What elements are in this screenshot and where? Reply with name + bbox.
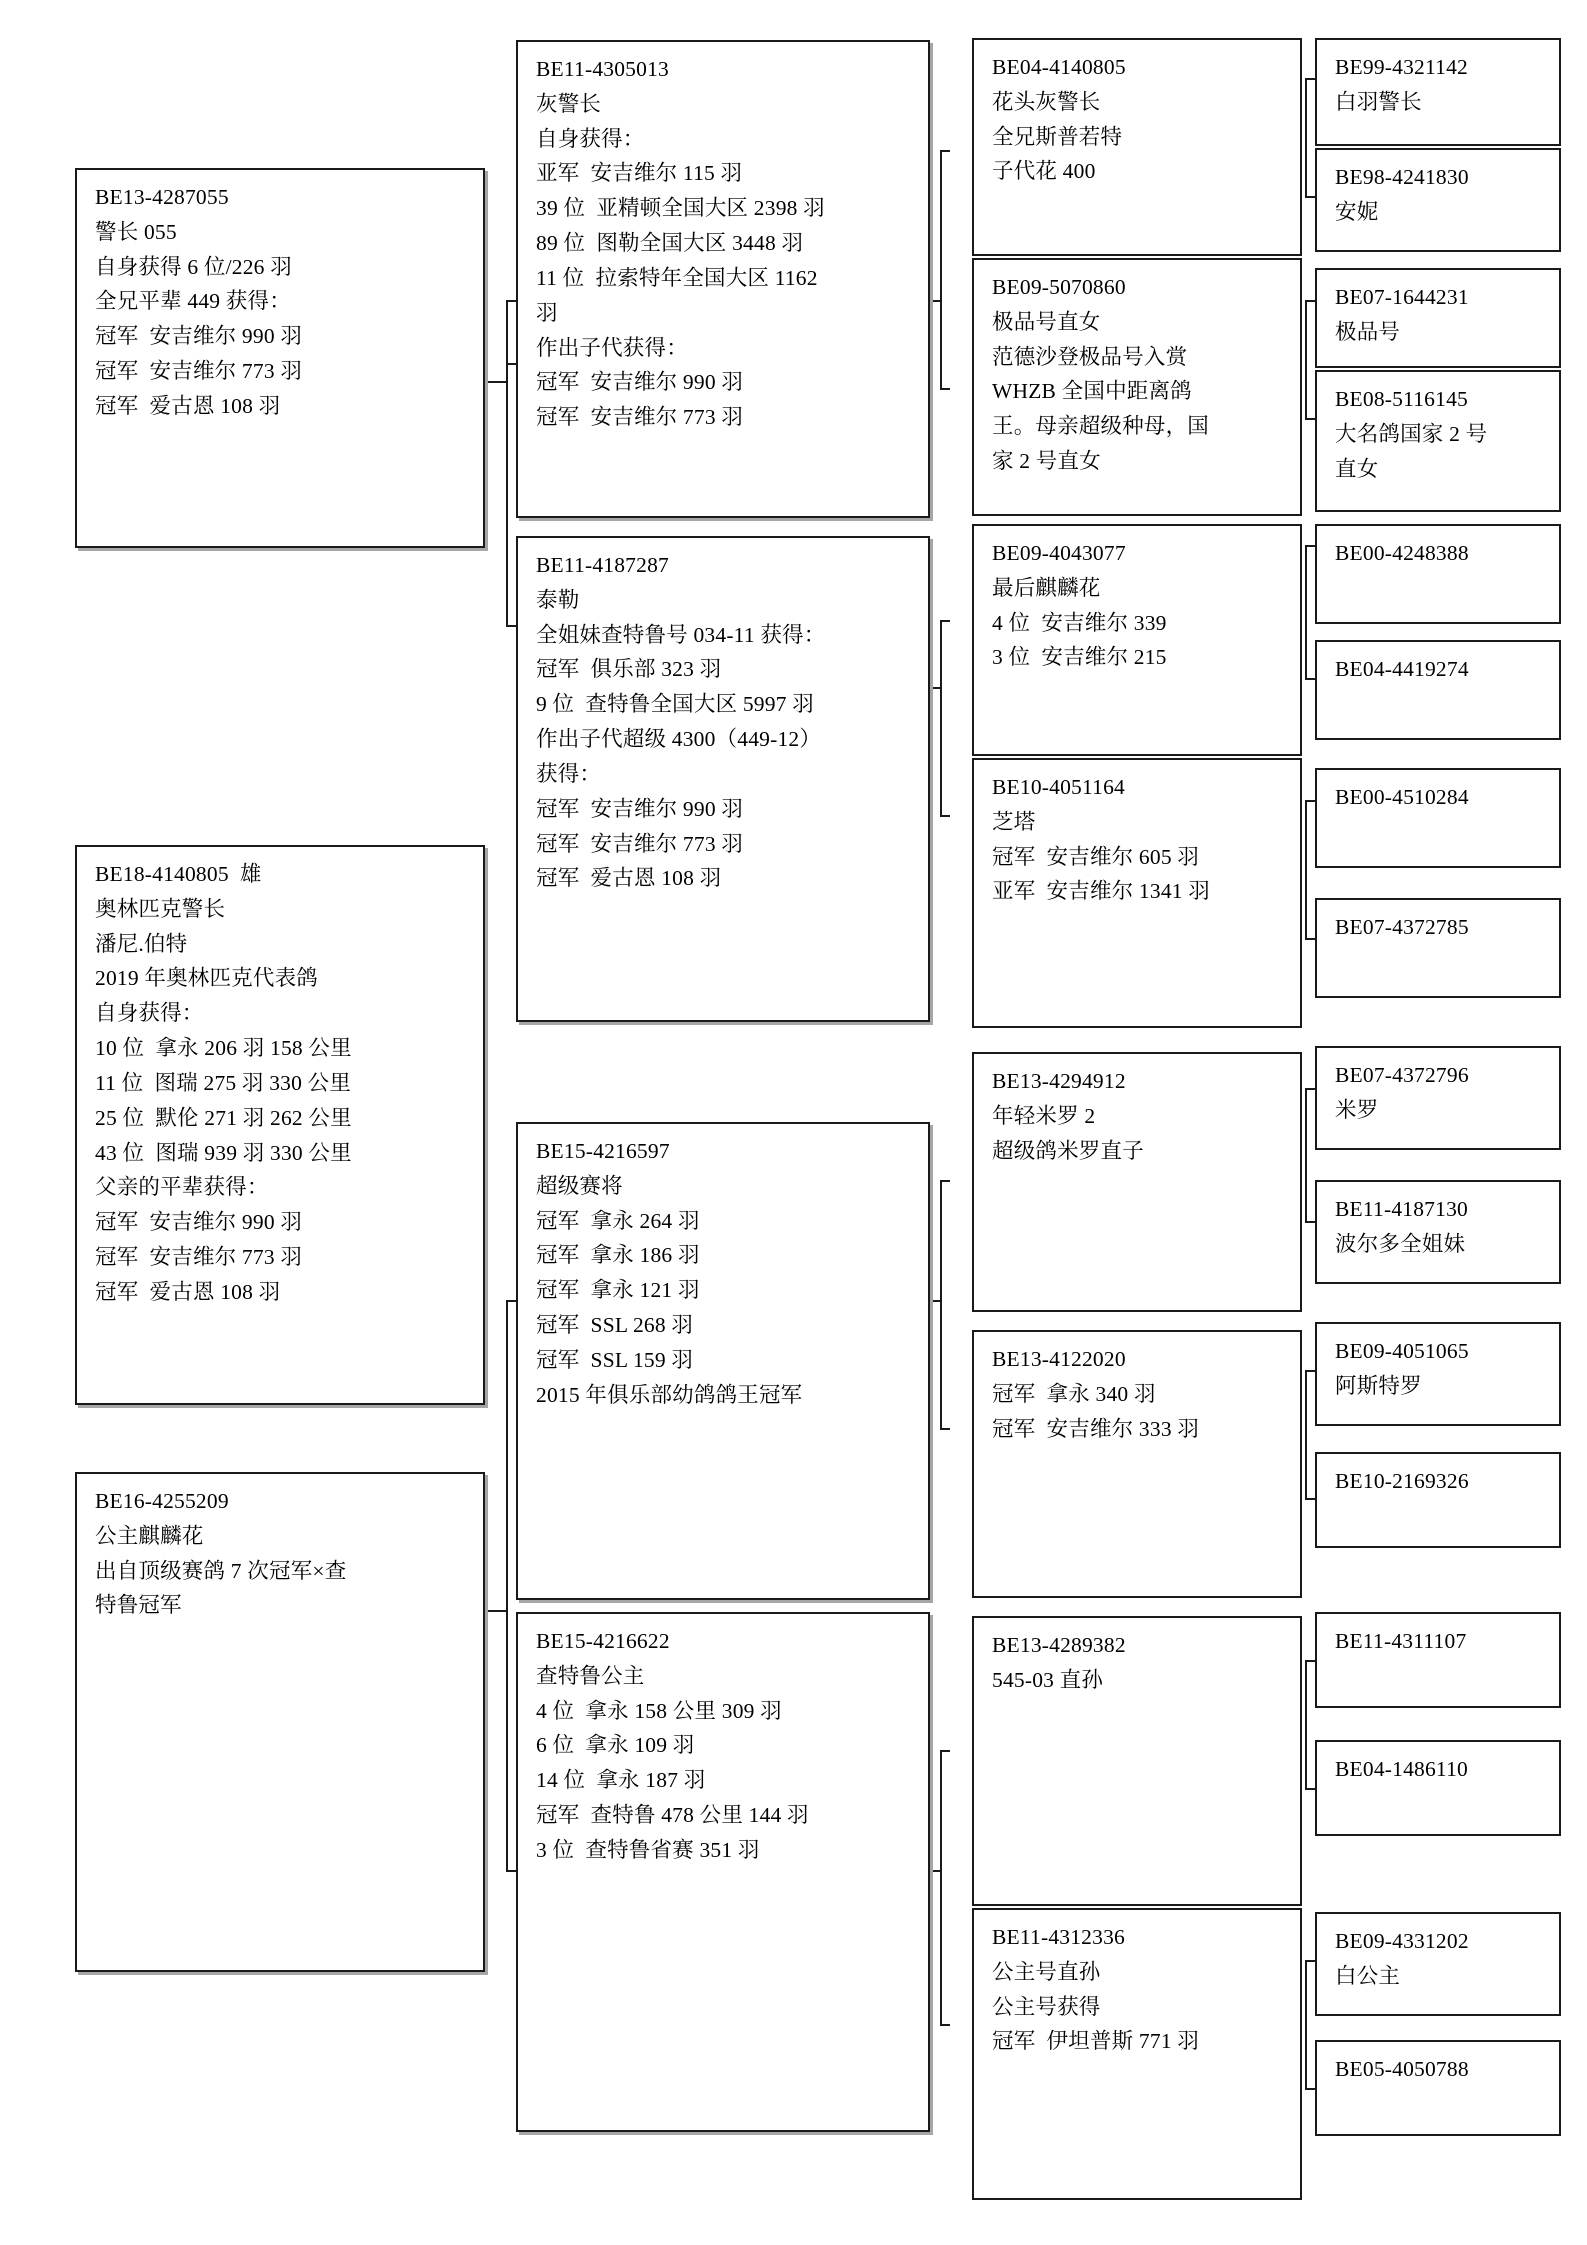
box-line: 最后麒麟花 <box>992 575 1101 600</box>
pedigree-box-g3-6[interactable] <box>972 1330 1302 1598</box>
connector-line <box>1305 2088 1315 2090</box>
connector-line <box>1305 78 1307 198</box>
box-line: 全兄斯普若特 <box>992 124 1123 149</box>
box-line: 警长 055 <box>95 219 177 244</box>
box-line: 超级赛将 <box>536 1173 623 1198</box>
box-line: 39 位 亚精顿全国大区 2398 羽 <box>536 196 825 221</box>
pedigree-box-g3-4[interactable] <box>972 758 1302 1028</box>
box-line: BE99-4321142 <box>1335 55 1468 79</box>
box-line: 4 位 安吉维尔 339 <box>992 610 1167 635</box>
connector-line <box>940 1750 950 1752</box>
box-line: 冠军 安吉维尔 773 羽 <box>536 405 744 430</box>
connector-line <box>940 150 942 302</box>
connector-line <box>506 381 508 627</box>
box-line: WHZB 全国中距离鸽 <box>992 379 1192 404</box>
box-line: 3 位 查特鲁省赛 351 羽 <box>536 1837 760 1862</box>
box-line: 泰勒 <box>536 587 580 612</box>
box-line: 冠军 爱古恩 108 羽 <box>536 866 722 891</box>
box-line: BE07-1644231 <box>1335 285 1469 309</box>
pedigree-box-g4-5[interactable] <box>1315 524 1561 624</box>
box-line: 545-03 直孙 <box>992 1667 1104 1692</box>
connector-line <box>940 620 950 622</box>
box-line: 冠军 拿永 340 羽 <box>992 1381 1156 1406</box>
box-line: 年轻米罗 2 <box>992 1103 1096 1128</box>
box-line: 极品号 <box>1335 319 1401 344</box>
box-line: BE00-4248388 <box>1335 541 1469 565</box>
box-line: 波尔多全姐妹 <box>1335 1231 1466 1256</box>
box-line: 冠军 拿永 121 羽 <box>536 1278 700 1303</box>
connector-line <box>1305 800 1315 802</box>
box-line: BE13-4122020 <box>992 1347 1126 1371</box>
connector-line <box>1305 1788 1315 1790</box>
pedigree-box-g4-1[interactable] <box>1315 38 1561 146</box>
box-line: 89 位 图勒全国大区 3448 羽 <box>536 231 804 256</box>
box-line: 冠军 爱古恩 108 羽 <box>95 393 281 418</box>
connector-line <box>506 1870 516 1872</box>
box-line: 冠军 SSL 159 羽 <box>536 1347 694 1372</box>
pedigree-box-g1-sire[interactable] <box>75 168 485 548</box>
connector-line <box>940 815 950 817</box>
box-line: 自身获得： <box>95 1001 204 1026</box>
pedigree-box-g4-3[interactable] <box>1315 268 1561 368</box>
box-line: 2015 年俱乐部幼鸽鸽王冠军 <box>536 1382 803 1407</box>
connector-line <box>940 300 942 390</box>
box-line: 9 位 查特鲁全国大区 5997 羽 <box>536 692 814 717</box>
box-line: 冠军 安吉维尔 605 羽 <box>992 844 1200 869</box>
pedigree-box-g4-13[interactable] <box>1315 1612 1561 1708</box>
box-line: 潘尼.伯特 <box>95 931 188 956</box>
box-line: 冠军 安吉维尔 773 羽 <box>536 831 744 856</box>
pedigree-box-g1-subject[interactable] <box>75 845 485 1405</box>
connector-line <box>940 1870 942 2026</box>
pedigree-box-g4-9[interactable] <box>1315 1046 1561 1150</box>
box-line: 冠军 拿永 264 羽 <box>536 1208 700 1233</box>
box-line: 公主号直孙 <box>992 1959 1101 1984</box>
box-line: BE98-4241830 <box>1335 165 1469 189</box>
box-line: BE11-4305013 <box>536 57 669 81</box>
box-line: BE09-4331202 <box>1335 1929 1469 1953</box>
box-line: 父亲的平辈获得： <box>95 1175 269 1200</box>
box-line: 10 位 拿永 206 羽 158 公里 <box>95 1036 352 1061</box>
box-line: 大名鸽国家 2 号 <box>1335 421 1488 446</box>
box-line: 全兄平辈 449 获得： <box>95 289 291 314</box>
box-line: BE08-5116145 <box>1335 387 1468 411</box>
pedigree-box-g3-8[interactable] <box>972 1908 1302 2200</box>
connector-line <box>940 388 950 390</box>
box-line: 冠军 安吉维尔 333 羽 <box>992 1416 1200 1441</box>
pedigree-box-g2-2[interactable] <box>516 536 930 1022</box>
box-line: 灰警长 <box>536 91 602 116</box>
pedigree-box-g2-4[interactable] <box>516 1612 930 2132</box>
connector-line <box>506 1610 508 1872</box>
box-line: 4 位 拿永 158 公里 309 羽 <box>536 1698 782 1723</box>
pedigree-box-g3-7[interactable] <box>972 1616 1302 1906</box>
box-line: BE13-4287055 <box>95 185 229 209</box>
pedigree-box-g4-6[interactable] <box>1315 640 1561 740</box>
pedigree-box-g3-5[interactable] <box>972 1052 1302 1312</box>
box-line: 冠军 安吉维尔 773 羽 <box>95 1245 303 1270</box>
connector-line <box>940 687 942 817</box>
box-line: 25 位 默伦 271 羽 262 公里 <box>95 1105 352 1130</box>
box-line: 获得： <box>536 761 602 786</box>
box-line: 冠军 伊坦普斯 771 羽 <box>992 2029 1200 2054</box>
connector-line <box>1305 418 1315 420</box>
box-line: 超级鸽米罗直子 <box>992 1138 1144 1163</box>
connector-line <box>1305 678 1315 680</box>
pedigree-box-g4-15[interactable] <box>1315 1912 1561 2016</box>
pedigree-box-g4-11[interactable] <box>1315 1322 1561 1426</box>
connector-line <box>940 620 942 690</box>
box-line: 安妮 <box>1335 199 1379 224</box>
connector-line <box>1305 1660 1307 1790</box>
box-line: BE15-4216597 <box>536 1139 670 1163</box>
box-line: BE11-4311107 <box>1335 1629 1467 1653</box>
box-line: BE09-4043077 <box>992 541 1126 565</box>
box-line: 奥林匹克警长 <box>95 896 226 921</box>
pedigree-box-g2-3[interactable] <box>516 1122 930 1600</box>
connector-line <box>940 1300 942 1430</box>
connector-line <box>506 1300 508 1612</box>
connector-line <box>1305 300 1307 420</box>
connector-line <box>940 1428 950 1430</box>
box-line: 冠军 安吉维尔 773 羽 <box>95 359 303 384</box>
box-line: 阿斯特罗 <box>1335 1373 1422 1398</box>
connector-line <box>1305 545 1307 680</box>
connector-line <box>1305 545 1315 547</box>
pedigree-box-g4-12[interactable] <box>1315 1452 1561 1548</box>
box-line: 自身获得 6 位/226 羽 <box>95 254 292 279</box>
box-line: BE13-4294912 <box>992 1069 1126 1093</box>
connector-line <box>1305 1221 1315 1223</box>
pedigree-box-g4-8[interactable] <box>1315 898 1561 998</box>
pedigree-box-g3-2[interactable] <box>972 258 1302 516</box>
box-line: 作出子代获得： <box>536 335 688 360</box>
box-line: 王。母亲超级种母，国 <box>992 414 1210 439</box>
box-line: BE07-4372796 <box>1335 1063 1469 1087</box>
box-line: BE15-4216622 <box>536 1629 670 1653</box>
box-line: 自身获得： <box>536 126 645 151</box>
connector-line <box>1305 1660 1315 1662</box>
connector-line <box>1305 938 1315 940</box>
connector-line <box>506 300 516 302</box>
box-line: 特鲁冠军 <box>95 1593 182 1618</box>
box-line: BE10-2169326 <box>1335 1469 1469 1493</box>
connector-line <box>484 1610 508 1612</box>
connector-line <box>1305 1960 1307 2090</box>
box-line: 冠军 俱乐部 323 羽 <box>536 657 722 682</box>
pedigree-box-g4-2[interactable] <box>1315 148 1561 252</box>
box-line: BE09-4051065 <box>1335 1339 1469 1363</box>
box-line: BE11-4187287 <box>536 553 669 577</box>
connector-line <box>1305 800 1307 940</box>
pedigree-box-g4-14[interactable] <box>1315 1740 1561 1836</box>
box-line: 亚军 安吉维尔 1341 羽 <box>992 879 1211 904</box>
box-line: BE00-4510284 <box>1335 785 1469 809</box>
box-line: 米罗 <box>1335 1097 1379 1122</box>
pedigree-box-g3-1[interactable] <box>972 38 1302 256</box>
pedigree-box-g4-16[interactable] <box>1315 2040 1561 2136</box>
connector-line <box>940 1750 942 1872</box>
box-line: 家 2 号直女 <box>992 449 1101 474</box>
box-line: 14 位 拿永 187 羽 <box>536 1768 706 1793</box>
box-line: 羽 <box>536 300 558 325</box>
box-line: 冠军 安吉维尔 990 羽 <box>95 324 303 349</box>
box-line: 直女 <box>1335 456 1379 481</box>
box-line: BE18-4140805 雄 <box>95 862 262 886</box>
connector-line <box>940 150 950 152</box>
box-line: 出自顶级赛鸽 7 次冠军×查 <box>95 1558 347 1583</box>
box-line: BE05-4050788 <box>1335 2057 1469 2081</box>
box-line: BE11-4312336 <box>992 1925 1125 1949</box>
connector-line <box>940 2024 950 2026</box>
box-line: 查特鲁公主 <box>536 1663 645 1688</box>
connector-line <box>1305 1370 1315 1372</box>
box-line: BE04-4140805 <box>992 55 1126 79</box>
box-line: BE11-4187130 <box>1335 1197 1468 1221</box>
connector-line <box>1305 1370 1307 1500</box>
box-line: 冠军 安吉维尔 990 羽 <box>536 796 744 821</box>
box-line: 亚军 安吉维尔 115 羽 <box>536 161 743 186</box>
pedigree-box-g4-4[interactable] <box>1315 370 1561 512</box>
box-line: 冠军 查特鲁 478 公里 144 羽 <box>536 1803 809 1828</box>
box-line: 6 位 拿永 109 羽 <box>536 1733 695 1758</box>
box-line: BE07-4372785 <box>1335 915 1469 939</box>
pedigree-box-g4-10[interactable] <box>1315 1180 1561 1284</box>
box-line: 冠军 安吉维尔 990 羽 <box>95 1210 303 1235</box>
pedigree-box-g4-7[interactable] <box>1315 768 1561 868</box>
connector-line <box>506 300 508 382</box>
box-line: 43 位 图瑞 939 羽 330 公里 <box>95 1140 352 1165</box>
box-line: 11 位 图瑞 275 羽 330 公里 <box>95 1070 352 1095</box>
box-line: 公主号获得 <box>992 1994 1101 2019</box>
box-line: 11 位 拉索特年全国大区 1162 <box>536 265 818 290</box>
box-line: BE04-1486110 <box>1335 1757 1468 1781</box>
connector-line <box>1305 1498 1315 1500</box>
connector-line <box>940 1180 942 1302</box>
connector-line <box>940 1180 950 1182</box>
box-line: 冠军 安吉维尔 990 羽 <box>536 370 744 395</box>
connector-line <box>1305 1088 1307 1223</box>
pedigree-box-g1-dam[interactable] <box>75 1472 485 1972</box>
box-line: 子代花 400 <box>992 159 1096 184</box>
connector-line <box>1305 1960 1315 1962</box>
connector-line <box>1305 1088 1315 1090</box>
box-line: 白公主 <box>1335 1963 1401 1988</box>
pedigree-box-g2-1[interactable] <box>516 40 930 518</box>
box-line: 冠军 SSL 268 羽 <box>536 1313 694 1338</box>
box-line: 3 位 安吉维尔 215 <box>992 645 1167 670</box>
box-line: 极品号直女 <box>992 309 1101 334</box>
box-line: 全姐妹查特鲁号 034-11 获得： <box>536 622 826 647</box>
box-line: 范德沙登极品号入赏 <box>992 344 1188 369</box>
connector-line <box>1305 78 1315 80</box>
connector-line <box>1305 196 1315 198</box>
box-line: 冠军 拿永 186 羽 <box>536 1243 700 1268</box>
box-line: BE09-5070860 <box>992 275 1126 299</box>
box-line: BE16-4255209 <box>95 1489 229 1513</box>
box-line: BE04-4419274 <box>1335 657 1469 681</box>
box-line: BE10-4051164 <box>992 775 1125 799</box>
box-line: 白羽警长 <box>1335 89 1422 114</box>
box-line: BE13-4289382 <box>992 1633 1126 1657</box>
connector-line <box>506 1300 516 1302</box>
box-line: 花头灰警长 <box>992 89 1101 114</box>
pedigree-box-g3-3[interactable] <box>972 524 1302 756</box>
box-line: 公主麒麟花 <box>95 1523 204 1548</box>
connector-line <box>484 381 508 383</box>
box-line: 2019 年奥林匹克代表鸽 <box>95 966 318 991</box>
connector-line <box>1305 300 1315 302</box>
box-line: 作出子代超级 4300（449-12） <box>536 727 822 752</box>
box-line: 芝塔 <box>992 809 1036 834</box>
box-line: 冠军 爱古恩 108 羽 <box>95 1279 281 1304</box>
